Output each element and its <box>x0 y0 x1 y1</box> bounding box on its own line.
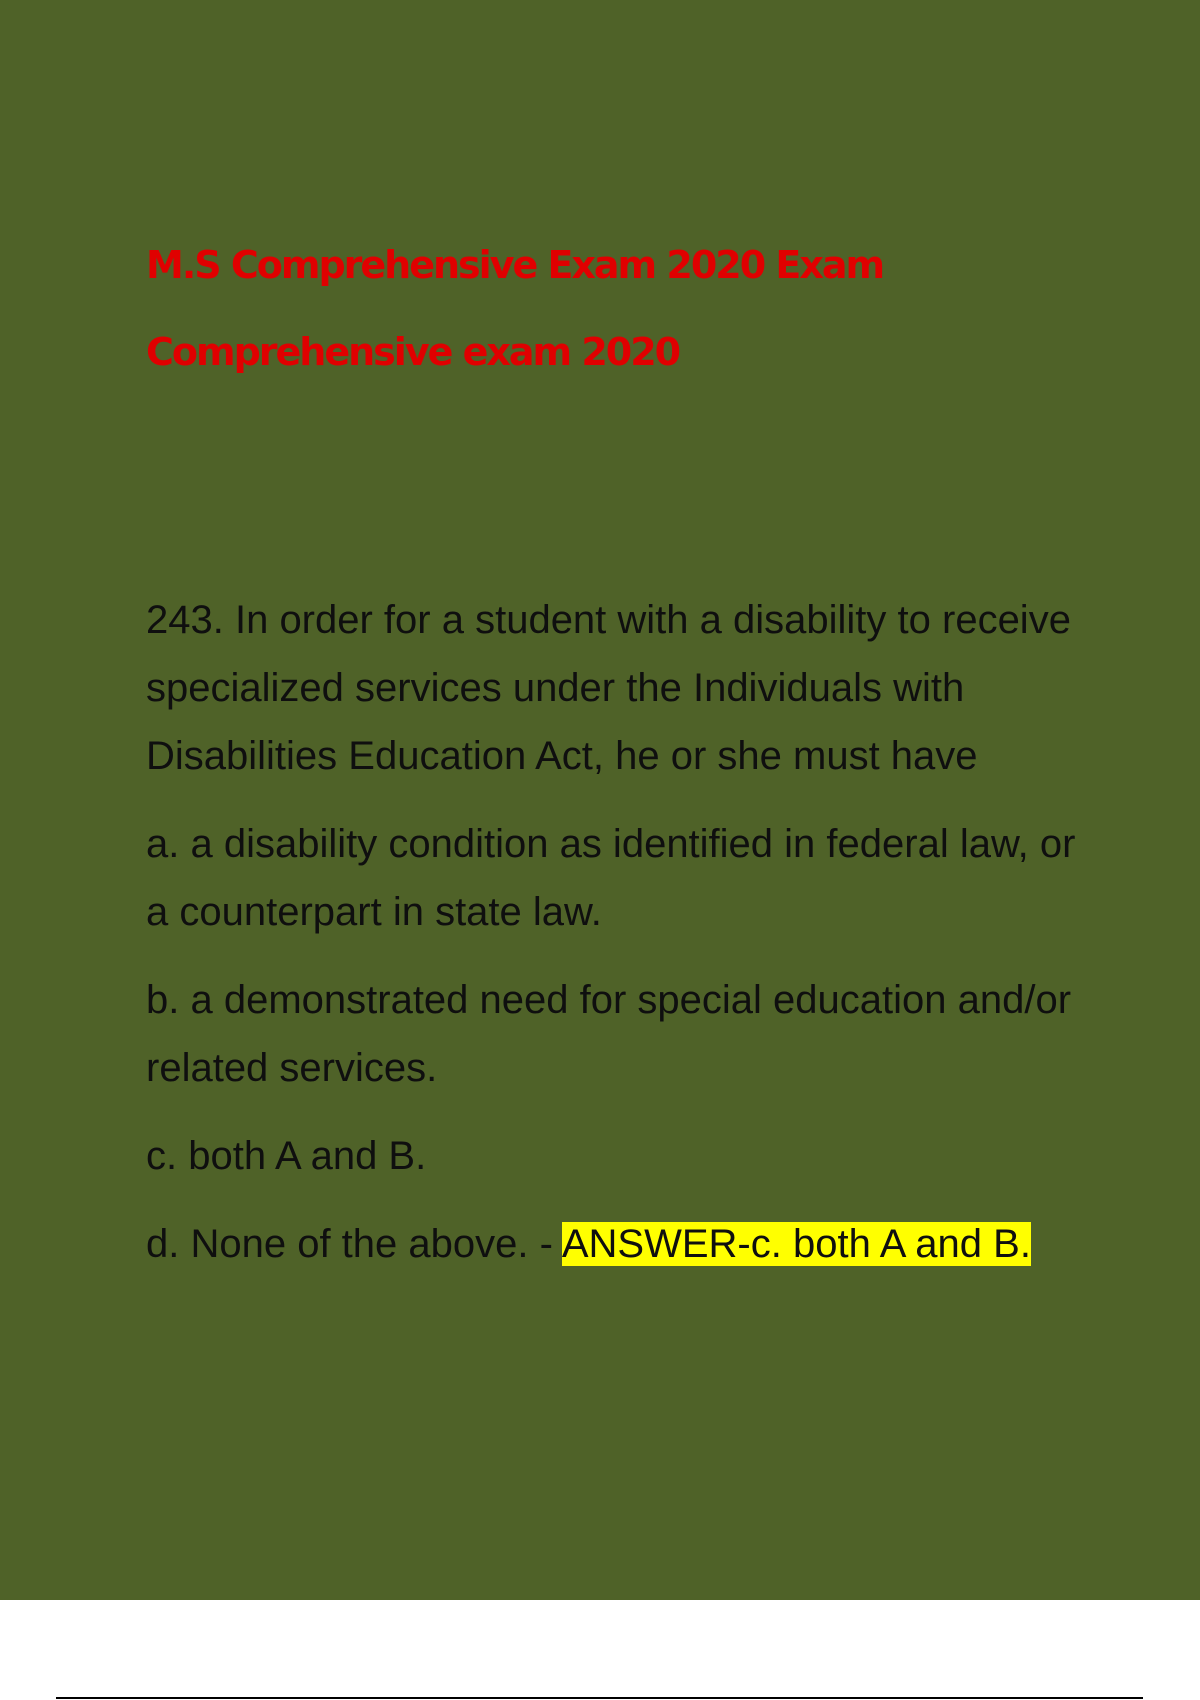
option-b: b. a demonstrated need for special education and/or related services. <box>146 978 1072 1090</box>
answer-highlight: ANSWER-c. both A and B. <box>561 1222 1031 1266</box>
document-title-line-2: Comprehensive exam 2020 <box>146 330 680 374</box>
option-c: c. both A and B. <box>146 1134 427 1178</box>
option-d-with-answer <box>146 1210 1106 1278</box>
question-stem: 243. In order for a student with a disability to receive specialized services under the Individuals with Disabilities Education Act, he or she must have <box>146 598 1071 778</box>
question-block <box>146 586 1106 1298</box>
option-a: a. a disability condition as identified in federal law, or a counterpart in state law. <box>146 822 1076 934</box>
document-title-line-1: M.S Comprehensive Exam 2020 Exam <box>146 243 884 287</box>
option-d: d. None of the above. - <box>146 1222 562 1266</box>
footer-divider <box>56 1697 1143 1699</box>
